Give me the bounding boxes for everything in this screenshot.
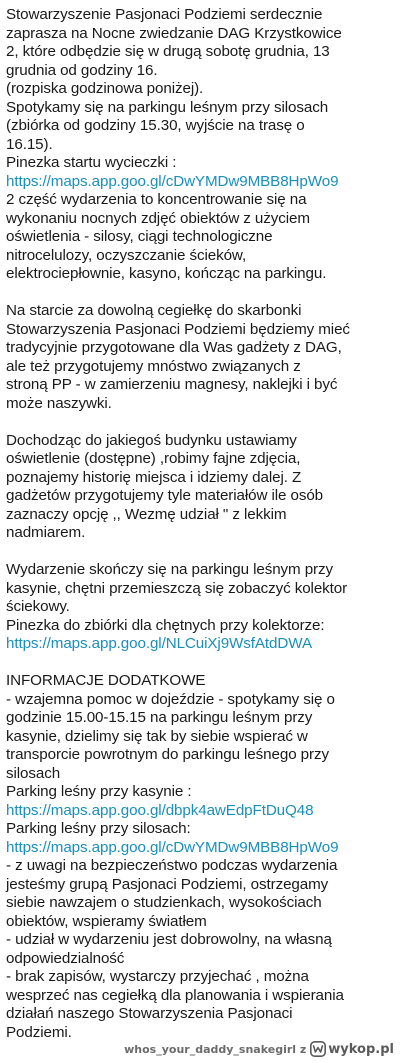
post-body [6,6,398,1042]
text-line: - udział w wydarzeniu jest dobrowolny, na własną [6,931,332,948]
text-line: Stowarzyszenia Pasjonaci Podziemi będziemy mieć [6,320,350,338]
info-heading: INFORMACJE DODATKOWE [6,672,206,689]
text-line: godzinie 15.00-15.15 na parkingu leśnym przy [6,709,313,726]
text-line: silosach [6,764,61,782]
text-line: Na starcie za dowolną cegiełkę do skarbonki [6,302,302,319]
text-line: działań naszego Stowarzyszenia Pasjonaci [6,1005,293,1022]
paragraph-gap [6,654,398,673]
wykop-logo [310,1041,394,1057]
text-line: obiektów, wspieramy światłem [6,912,207,930]
text-line: elektrociepłownie, kasyno, kończąc na parkingu. [6,265,327,282]
text-line: - z uwagi na bezpieczeństwo podczas wydarzenia [6,857,338,874]
lighting-paragraph [6,432,398,543]
text-line: Podziemi. [6,1023,72,1041]
info-paragraph [6,672,398,1042]
text-line: 2, które odbędzie się w drugą sobotę grudnia, 13 [6,43,330,60]
text-line: poznajemy historię miejsca i idziemy dalej. Z [6,468,302,486]
text-line: - brak zapisów, wystarczy przyjechać , można [6,968,309,985]
text-line: Pinezka do zbiórki dla chętnych przy kolektorze: [6,616,325,634]
text-line: Parking leśny przy kasynie : [6,783,192,800]
text-line: nadmiarem. [6,524,86,541]
text-line: kasynie, chętni przemieszczą się zobaczyć kolektor [6,579,348,597]
collector-map-link[interactable]: https://maps.app.goo.gl/NLCuiXj9WsfAtdDWA [6,635,312,652]
ending-paragraph [6,561,398,654]
text-line: (rozpiska godzinowa poniżej). [6,80,204,97]
text-line: może naszywki. [6,394,112,412]
text-line: stroną PP - w zamierzeniu magnesy, naklejki i być [6,376,338,393]
text-line: 2 część wydarzenia to koncentrowanie się na [6,191,307,208]
text-line: odpowiedzialność [6,949,125,967]
text-line: nitrocelulozy, oczyszczanie ścieków, [6,246,247,264]
text-line: kasynie, dzielimy się tak by siebie wspierać w [6,727,308,745]
author-username: whos_your_daddy_snakegirl z [124,1042,307,1056]
text-line: (zbiórka od godziny 15.30, wyjście na trasę o [6,117,305,134]
text-line: oświetlenia - silosy, ciągi technologiczne [6,228,273,245]
text-line: Dochodząc do jakiegoś budynku ustawiamy [6,431,297,449]
text-line: Wydarzenie skończy się na parkingu leśnym przy [6,561,333,578]
text-line: transporcie powrotnym do parkingu leśnego przy [6,746,329,763]
text-line: tradycyjnie przygotowane dla Was gadżety z DAG, [6,339,342,356]
casino-parking-link[interactable]: https://maps.app.goo.gl/dbpk4awEdpFtDuQ48 [6,801,314,819]
start-map-link[interactable]: https://maps.app.goo.gl/cDwYMDw9MBB8HpWo9 [6,172,339,190]
text-line: Spotykamy się na parkingu leśnym przy silosach [6,98,329,116]
paragraph-gap [6,543,398,562]
text-line: 16.15). [6,135,53,153]
wykop-logo-icon [310,1041,326,1057]
text-line: Pinezka startu wycieczki : [6,154,177,171]
text-line: oświetlenie (dostępne) ,robimy fajne zdjęcia, [6,450,301,467]
text-line: wykonaniu nocnych zdjęć obiektów z użyciem [6,209,310,227]
text-line: gadżetów przygotujemy tyle materiałów ile osób [6,487,324,504]
text-line: ściekowy. [6,598,70,615]
text-line: siebie nawzajem o studzienkach, wysokościach [6,894,322,911]
gadgets-paragraph [6,302,398,413]
text-line: - wzajemna pomoc w dojeździe - spotykamy się o [6,690,335,708]
silos-parking-link[interactable]: https://maps.app.goo.gl/cDwYMDw9MBB8HpWo9 [6,838,339,856]
wykop-logo-text: wykop.pl [328,1041,394,1057]
text-line: zaznaczy opcję ,, Wezmę udział " z lekkim [6,505,287,523]
text-line: wesprzeć nas cegiełką dla planowania i wspierania [6,986,344,1004]
text-line: Parking leśny przy silosach: [6,820,191,837]
intro-paragraph [6,6,398,284]
text-line: Stowarzyszenie Pasjonaci Podziemi serdecznie [6,6,323,23]
watermark-footer [0,1035,400,1063]
text-line: jesteśmy grupą Pasjonaci Podziemi, ostrzegamy [6,875,329,893]
paragraph-gap [6,413,398,432]
text-line: zaprasza na Nocne zwiedzanie DAG Krzystkowice [6,24,342,42]
paragraph-gap [6,284,398,303]
text-line: ale też przygotujemy mnóstwo związanych z [6,357,301,375]
text-line: grudnia od godziny 16. [6,61,158,79]
